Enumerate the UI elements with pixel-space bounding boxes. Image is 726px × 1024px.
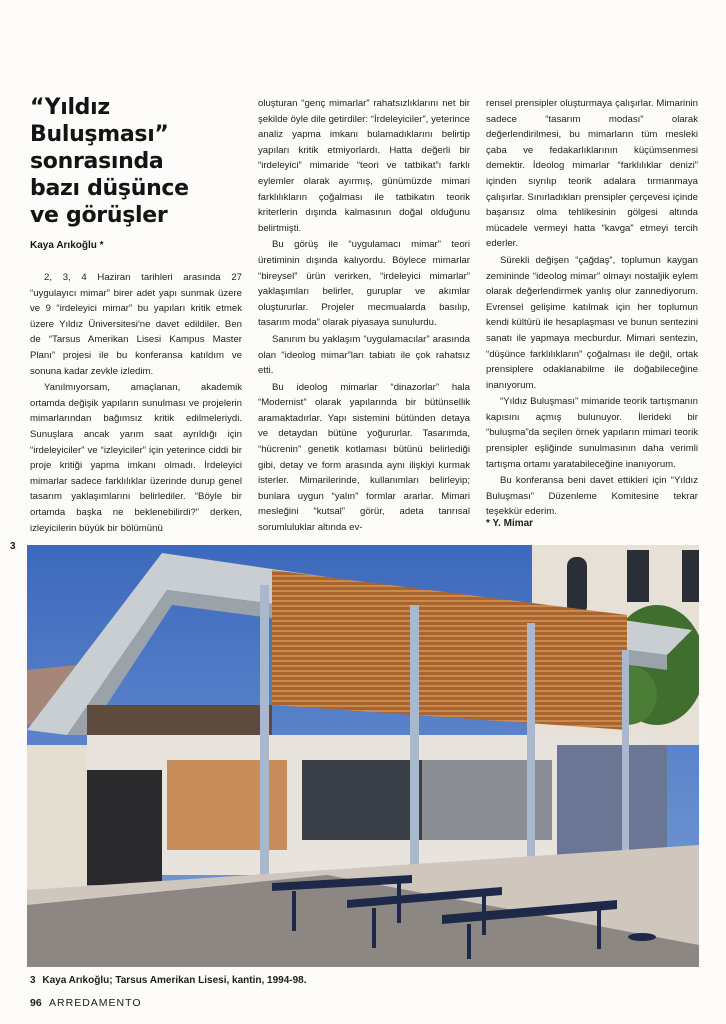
figure-caption xyxy=(30,975,307,986)
photo-illustration xyxy=(27,545,699,967)
building-photo xyxy=(27,545,699,967)
paragraph: rensel prensipler oluşturmaya çalışırlar. Mimarinin sadece “tasarım modası” olarak değerlendirilmesi, bu mimarların tüm mesleki çaba ve fedakarlıklarının küçümsenmesi demektir. İdeolog mimarlar “farklılıklar denizi” içinden sıyrılıp teorik adalara tırmanmaya çalışırlar. Sınırladıkları prensipler çerçevesi içinde başarısız olma tehlikesinin gölgesi altında mücadele vermeyi hatta “kavga” etmeyi tercih ederler. xyxy=(486,98,698,250)
page-footer xyxy=(30,997,142,1009)
paragraph: Bu görüş ile “uygulamacı mimar” teori üretiminin dışında kalıyordu. Böylece mimarlar “bireysel” ürün verirken, “irdeleyici mimarlar” yaklaşımları belirler, guruplar ve akımlar oluştururlar. Projeler mecmualarda basılıp, tasarım moda” olarak piyasaya sunulurdu. xyxy=(258,239,470,329)
figure-number: 3 xyxy=(10,541,16,552)
author-footnote: * Y. Mimar xyxy=(486,518,534,529)
paragraph: Bu konferansa beni davet ettikleri için “Yıldız Buluşması” Düzenleme Komitesine tekrar teşekkür ederim. xyxy=(486,475,698,518)
article-author: Kaya Arıkoğlu * xyxy=(30,240,104,251)
caption-text: Kaya Arıkoğlu; Tarsus Amerikan Lisesi, kantin, 1994-98. xyxy=(42,975,307,986)
paragraph: oluşturan “genç mimarlar” rahatsızlıklarını net bir şekilde öyle dile getirdiler: “İrdeleyiciler”, yeterince analiz yapma imkanı bulamadıklarını belirtip yapıları kritik etmiyorlardı. Hatta değerli bir “irdeleyici” mimaride “teori ve tatbikat”ı farklı eylemler olarak ayırmış, günümüzde mimari farklılıkların çoğalması ile tatbikatın teorik kriterlerin dışında kalmasının doğal olduğunu belirtmişti. xyxy=(258,98,470,234)
text-column-2 xyxy=(258,96,470,536)
text-column-1 xyxy=(30,270,242,536)
magazine-name: ARREDAMENTO xyxy=(49,997,142,1009)
paragraph: 2, 3, 4 Haziran tarihleri arasında 27 “uygulayıcı mimar” birer adet yapı sunmak üzere ve 9 “irdeleyici mimar” bu yapıları kritik etmek üzere Yıldız Üniversitesi'ne davet edildiler. Ben de “Tarsus Amerikan Lisesi Kampus Master Planı” projesi ile bu konferansa katıldım ve sonuna kadar zevkle izledim. xyxy=(30,272,242,377)
paragraph: Sanırım bu yaklaşım “uygulamacılar” arasında olan “ideolog mimar”ları tabiatı ile çok rahatsız etti. xyxy=(258,333,470,377)
text-column-3 xyxy=(486,96,698,520)
paragraph: Sürekli değişen “çağdaş”, toplumun kaygan zemininde “ideolog mimar” olmayı nostaljik eylem olarak değerlendirmek yanlış olur zannediyorum. Evrensel gelişime katılmak için her toplumun kendi kültürü ile hesaplaşması ve bunun sentezini sanatı ile yapmaya mecburdur. Mimari sentezin, “düşünce farklılıkların” çoğalması ile değil, ortak prensiplere odaklanabilme ile doğabileceğine inanıyorum. xyxy=(486,254,698,391)
paragraph: “Yıldız Buluşması” mimaride teorik tartışmanın kapısını açmış bulunuyor. İlerideki bir “buluşma”da seçilen örnek yapıların mimari teorik prensipler eşliğinde sunulmasının daha verimli tartışma ortamı yaratabileceğine inanıyorum. xyxy=(486,396,698,470)
article-title: “Yıldız Buluşması” sonrasında bazı düşünce ve görüşler xyxy=(30,95,189,228)
paragraph: Yanılmıyorsam, amaçlanan, akademik ortamda değişik yapıların sunulması ve projelerin mimarlarından bağımsız kritik edilmeleriydi. Sunuşlara ancak yarım saat ayrıldığı için “irdeleyiciler” ve “izleyiciler” için yeterince ciddi bir proje kritiği yapma imkanı olmadı. İrdeleyici mimarlar sadece farklılıklar üzerinde durup genel tasarım yaklaşımlarını belirlediler. “Böyle bir ortamda başka ne beklenebilirdi?” derken, izleyicilerin büyük bir bölümünü xyxy=(30,382,242,534)
paragraph: Bu ideolog mimarlar “dinazorlar” hala “Modernist” olarak yapılarında bir bütünsellik aramaktadırlar. Yapı sistemini bütünden detaya ve detaydan bütüne yoğururlar. Tasarımda, “hücrenin” genetik kotlaması bütünü belirlediği gibi, detay ve form arasında aynı ilişkiyi kurmak isterler. Mimarilerinde, kullanımları belirleyip; bunlara uygun “yalın” formlar ararlar. Mimari mesleğini “kutsal” görür, adeta tanrısal sorumluluklar altında ev- xyxy=(258,381,470,534)
page-number: 96 xyxy=(30,997,42,1009)
caption-number: 3 xyxy=(30,975,36,986)
